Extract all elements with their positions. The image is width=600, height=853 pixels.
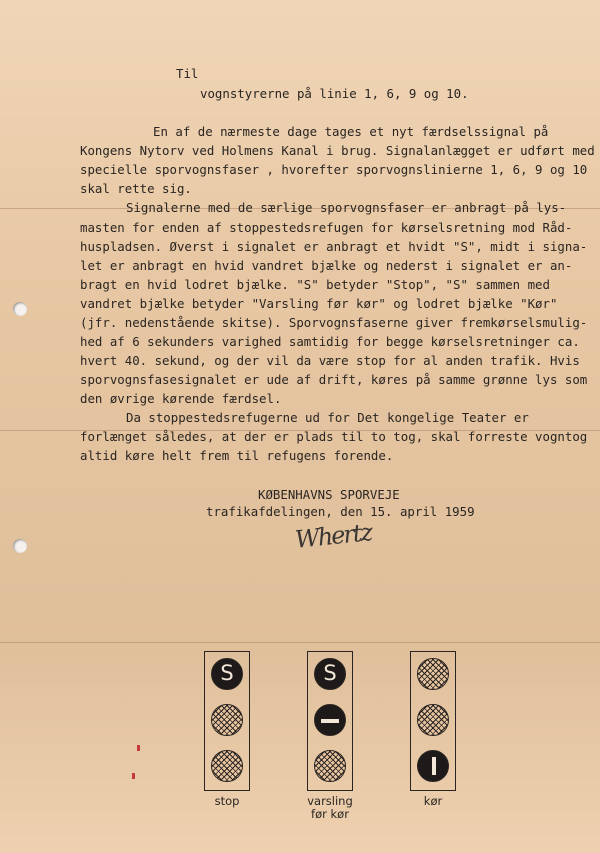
punch-hole — [13, 302, 27, 316]
paragraph-line: bragt en hvid lodret bjælke. "S" betyder "Stop", "S" sammen med — [80, 277, 550, 292]
lamp-s: S — [211, 658, 243, 690]
lamp-off — [211, 704, 243, 736]
lamp-horizontal-bar — [314, 704, 346, 736]
paragraph-line: den øvrige kørende færdsel. — [80, 391, 282, 406]
lamp-off — [417, 704, 449, 736]
lamp-s: S — [314, 658, 346, 690]
caption-go: kør — [423, 794, 443, 808]
signal-stop — [204, 651, 250, 791]
lamp-vertical-bar — [417, 750, 449, 782]
paragraph-line: let er anbragt en hvid vandret bjælke og nederst i signalet er an- — [80, 258, 573, 273]
department-date: trafikafdelingen, den 15. april 1959 — [206, 504, 475, 519]
punch-hole — [13, 539, 27, 553]
paragraph-line: sporvognsfasesignalet er ude af drift, køres på samme grønne lys som — [80, 372, 588, 387]
sender: KØBENHAVNS SPORVEJE — [258, 487, 400, 502]
caption-stop: stop — [214, 794, 240, 808]
paragraph-line: Kongens Nytorv ved Holmens Kanal i brug. Signalanlægget er udført med — [80, 143, 595, 158]
signal-warning — [307, 651, 353, 791]
signal-go — [410, 651, 456, 791]
paragraph-line: forlænget således, at der er plads til to tog, skal forreste vogntog — [80, 429, 588, 444]
paragraph-line: vandret bjælke betyder "Varsling før kør" og lodret bjælke "Kør" — [80, 296, 558, 311]
salutation: Til — [176, 66, 199, 81]
lamp-off — [417, 658, 449, 690]
paragraph-line: skal rette sig. — [80, 181, 192, 196]
signature: Whertz — [293, 518, 373, 554]
paragraph-line: (jfr. nedenstående skitse). Sporvognsfaserne giver fremkørselsmulig- — [80, 315, 588, 330]
paragraph-line: huspladsen. Øverst i signalet er anbragt et hvidt "S", midt i signa- — [80, 239, 588, 254]
paragraph-line: Da stoppestedsrefugerne ud for Det kongelige Teater er — [126, 410, 529, 425]
addressee: vognstyrerne på linie 1, 6, 9 og 10. — [200, 86, 469, 101]
signal-sketch — [0, 635, 600, 835]
paragraph-line: hvert 40. sekund, og der vil da være stop for al anden trafik. Hvis — [80, 353, 580, 368]
paragraph-line: hed af 6 sekunders varighed samtidig for begge kørselsretninger ca. — [80, 334, 580, 349]
lamp-off — [211, 750, 243, 782]
lamp-off — [314, 750, 346, 782]
caption-warning: varsling før kør — [307, 794, 353, 821]
paragraph-line: En af de nærmeste dage tages et nyt færdselssignal på — [153, 124, 549, 139]
paragraph-line: Signalerne med de særlige sporvognsfaser er anbragt på lys- — [126, 200, 567, 215]
paragraph-line: specielle sporvognsfaser , hvorefter sporvognslinierne 1, 6, 9 og 10 — [80, 162, 588, 177]
paragraph-line: altid køre helt frem til refugens forende. — [80, 448, 394, 463]
paragraph-line: masten for enden af stoppestedsrefugen for kørselsretning mod Råd- — [80, 220, 573, 235]
